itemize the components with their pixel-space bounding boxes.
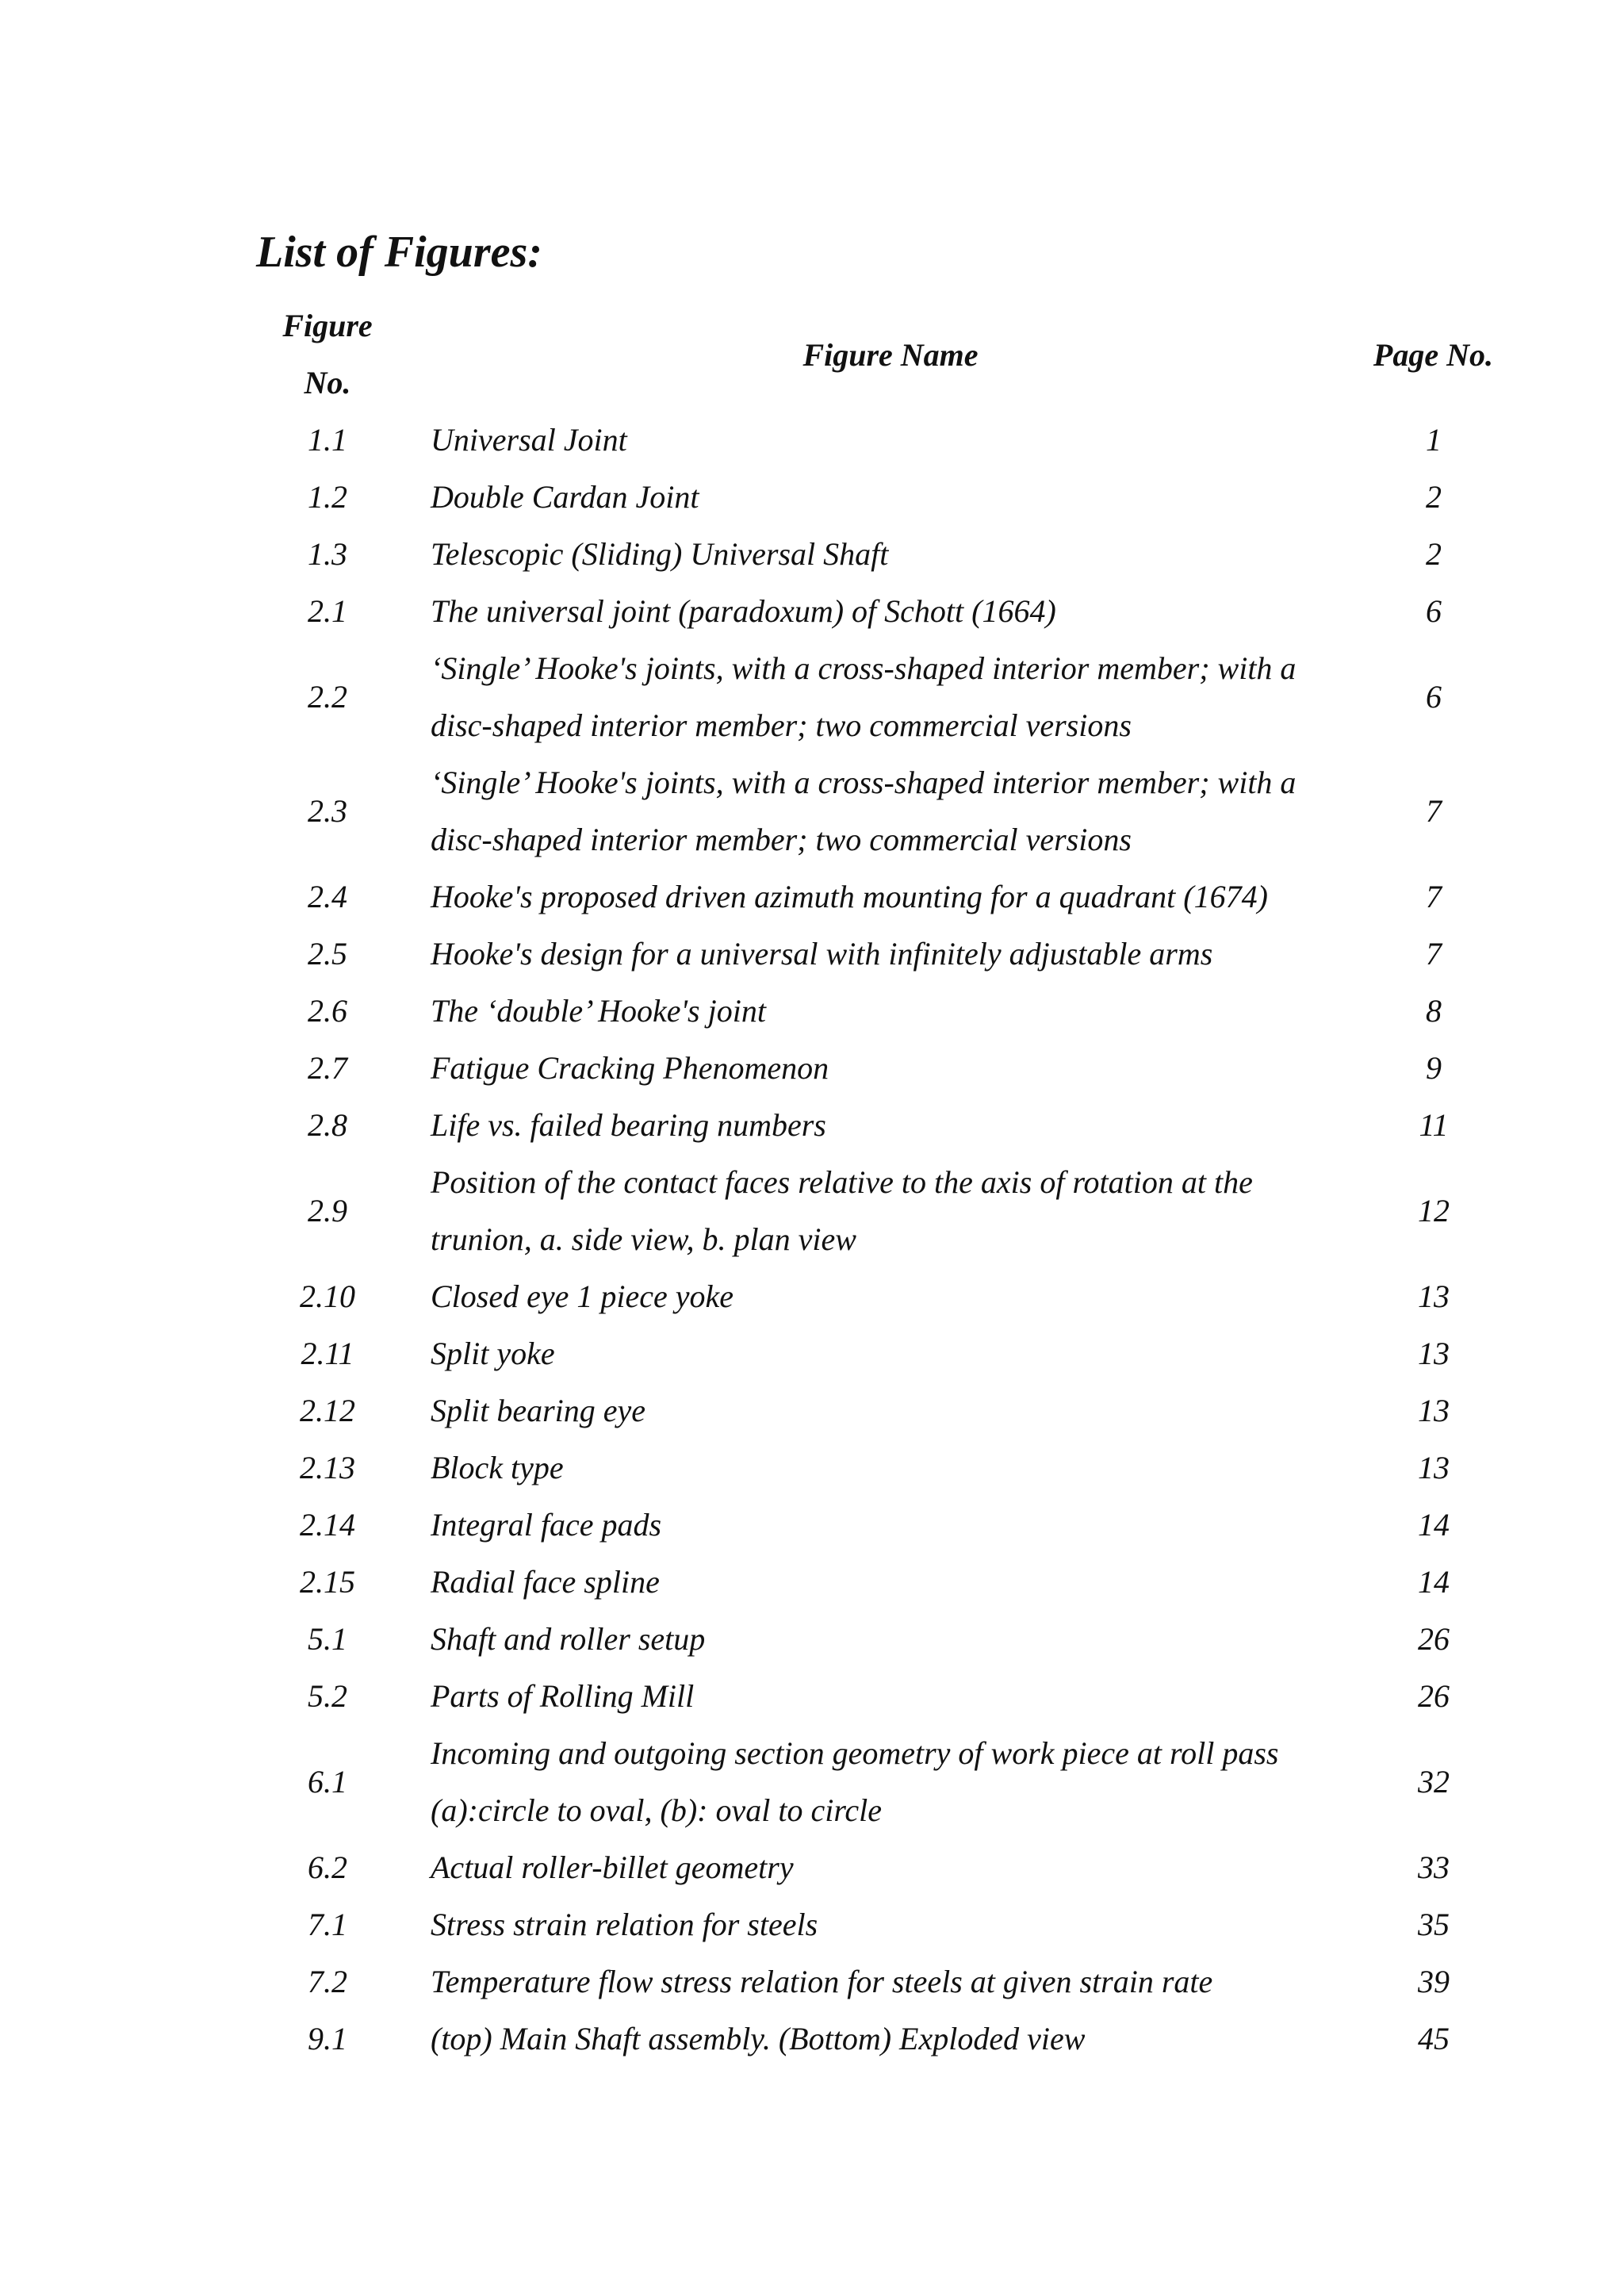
page-number: 9 <box>1426 1050 1442 1086</box>
figure-name: Temperature flow stress relation for steels at given strain rate <box>431 1964 1213 1999</box>
row-gap <box>383 1154 431 1268</box>
table-row <box>272 1325 1493 1382</box>
figure-number: 5.2 <box>308 1678 347 1714</box>
figure-number: 7.2 <box>308 1964 347 1999</box>
page-number: 35 <box>1418 1907 1450 1942</box>
figure-name: Shaft and roller setup <box>431 1621 706 1657</box>
figure-number: 2.3 <box>308 793 347 829</box>
figure-name: The universal joint (paradoxum) of Schott (1664) <box>431 593 1056 629</box>
row-gap <box>383 412 431 469</box>
row-gap <box>383 1040 431 1097</box>
row-gap <box>383 1611 431 1668</box>
table-row <box>272 1097 1493 1154</box>
table-row <box>272 983 1493 1040</box>
figure-name: Incoming and outgoing section geometry of work piece at roll pass (a):circle to oval, (b): oval to circle <box>431 1735 1279 1828</box>
table-header-row <box>272 297 1493 412</box>
page-number: 7 <box>1426 879 1442 914</box>
page-number: 13 <box>1418 1278 1450 1314</box>
figure-name: Parts of Rolling Mill <box>431 1678 695 1714</box>
figure-number: 2.5 <box>308 936 347 972</box>
figure-number: 2.8 <box>308 1107 347 1143</box>
figure-name: Life vs. failed bearing numbers <box>431 1107 826 1143</box>
figure-number: 2.7 <box>308 1050 347 1086</box>
page-number: 2 <box>1426 536 1442 572</box>
table-row <box>272 1382 1493 1439</box>
table-row <box>272 469 1493 526</box>
row-gap <box>383 1382 431 1439</box>
table-row <box>272 1668 1493 1725</box>
table-row <box>272 754 1493 868</box>
figure-name: Split yoke <box>431 1336 555 1371</box>
table-row <box>272 1268 1493 1325</box>
page-number: 6 <box>1426 593 1442 629</box>
page-number: 7 <box>1426 936 1442 972</box>
figure-number: 5.1 <box>308 1621 347 1657</box>
figure-name: Hooke's design for a universal with infinitely adjustable arms <box>431 936 1213 972</box>
figure-name: Actual roller-billet geometry <box>431 1849 794 1885</box>
figure-number: 2.15 <box>300 1564 355 1600</box>
table-row <box>272 868 1493 926</box>
page-number: 6 <box>1426 679 1442 715</box>
row-gap <box>383 1325 431 1382</box>
figure-number: 1.2 <box>308 479 347 515</box>
row-gap <box>383 1554 431 1611</box>
row-gap <box>383 1725 431 1839</box>
figure-name: Stress strain relation for steels <box>431 1907 818 1942</box>
row-gap <box>383 583 431 640</box>
table-row <box>272 1497 1493 1554</box>
figure-number: 2.1 <box>308 593 347 629</box>
page-number: 14 <box>1418 1564 1450 1600</box>
table-row <box>272 1611 1493 1668</box>
header-figure-no: Figure No. <box>282 308 373 401</box>
figure-number: 1.1 <box>308 422 347 458</box>
figure-name: Integral face pads <box>431 1507 662 1543</box>
figure-name: Fatigue Cracking Phenomenon <box>431 1050 829 1086</box>
figure-number: 6.1 <box>308 1764 347 1800</box>
table-row <box>272 1725 1493 1839</box>
row-gap <box>383 1497 431 1554</box>
page-number: 39 <box>1418 1964 1450 1999</box>
table-row <box>272 412 1493 469</box>
row-gap <box>383 1268 431 1325</box>
figure-number: 1.3 <box>308 536 347 572</box>
row-gap <box>383 1953 431 2010</box>
figure-number: 2.11 <box>301 1336 354 1371</box>
figure-name: Block type <box>431 1450 564 1485</box>
figure-name: The ‘double’ Hooke's joint <box>431 993 766 1029</box>
figure-number: 7.1 <box>308 1907 347 1942</box>
row-gap <box>383 1439 431 1497</box>
figure-number: 2.4 <box>308 879 347 914</box>
figure-name: Position of the contact faces relative to the axis of rotation at the trunion, a. side view, b. plan view <box>431 1164 1253 1257</box>
row-gap <box>383 754 431 868</box>
header-gap <box>383 297 431 412</box>
header-figure-name: Figure Name <box>802 336 979 373</box>
row-gap <box>383 1097 431 1154</box>
table-body <box>272 412 1493 2068</box>
row-gap <box>383 469 431 526</box>
figure-name: (top) Main Shaft assembly. (Bottom) Exploded view <box>431 2021 1086 2056</box>
table-row <box>272 2010 1493 2068</box>
page-number: 14 <box>1418 1507 1450 1543</box>
table-row <box>272 1439 1493 1497</box>
table-row <box>272 1040 1493 1097</box>
table-row <box>272 1154 1493 1268</box>
figure-number: 2.10 <box>300 1278 355 1314</box>
figure-number: 2.13 <box>300 1450 355 1485</box>
page-number: 7 <box>1426 793 1442 829</box>
table-row <box>272 1953 1493 2010</box>
figure-number: 2.14 <box>300 1507 355 1543</box>
figure-name: ‘Single’ Hooke's joints, with a cross-shaped interior member; with a disc-shaped interior member; two commercial versions <box>431 765 1297 857</box>
figure-name: Universal Joint <box>431 422 627 458</box>
figures-table <box>272 297 1493 2068</box>
page-number: 13 <box>1418 1450 1450 1485</box>
row-gap <box>383 640 431 754</box>
page-number: 45 <box>1418 2021 1450 2056</box>
table-row <box>272 1554 1493 1611</box>
figure-name: Radial face spline <box>431 1564 660 1600</box>
page-number: 26 <box>1418 1678 1450 1714</box>
figure-name: Closed eye 1 piece yoke <box>431 1278 734 1314</box>
page-number: 2 <box>1426 479 1442 515</box>
figure-number: 2.9 <box>308 1193 347 1228</box>
page-title: List of Figures: <box>256 228 542 277</box>
row-gap <box>383 1896 431 1953</box>
page-number: 33 <box>1418 1849 1450 1885</box>
figure-number: 6.2 <box>308 1849 347 1885</box>
page-number: 1 <box>1426 422 1442 458</box>
row-gap <box>383 1839 431 1896</box>
figure-number: 2.12 <box>300 1393 355 1428</box>
figure-number: 2.2 <box>308 679 347 715</box>
table-row <box>272 526 1493 583</box>
page-number: 11 <box>1419 1107 1449 1143</box>
page-number: 26 <box>1418 1621 1450 1657</box>
page-number: 12 <box>1418 1193 1450 1228</box>
row-gap <box>383 2010 431 2068</box>
page-number: 13 <box>1418 1393 1450 1428</box>
table-row <box>272 1839 1493 1896</box>
table-row <box>272 926 1493 983</box>
figure-name: Telescopic (Sliding) Universal Shaft <box>431 536 889 572</box>
figure-number: 2.6 <box>308 993 347 1029</box>
table-row <box>272 1896 1493 1953</box>
table-row <box>272 583 1493 640</box>
figure-name: Split bearing eye <box>431 1393 646 1428</box>
figure-name: Double Cardan Joint <box>431 479 699 515</box>
page-number: 8 <box>1426 993 1442 1029</box>
figure-name: Hooke's proposed driven azimuth mounting for a quadrant (1674) <box>431 879 1268 914</box>
table-row <box>272 640 1493 754</box>
row-gap <box>383 926 431 983</box>
figure-name: ‘Single’ Hooke's joints, with a cross-shaped interior member; with a disc-shaped interior member; two commercial versions <box>431 650 1297 743</box>
page-number: 32 <box>1418 1764 1450 1800</box>
page-number: 13 <box>1418 1336 1450 1371</box>
row-gap <box>383 868 431 926</box>
row-gap <box>383 1668 431 1725</box>
row-gap <box>383 526 431 583</box>
figure-number: 9.1 <box>308 2021 347 2056</box>
header-page-no: Page No. <box>1373 336 1493 373</box>
row-gap <box>383 983 431 1040</box>
